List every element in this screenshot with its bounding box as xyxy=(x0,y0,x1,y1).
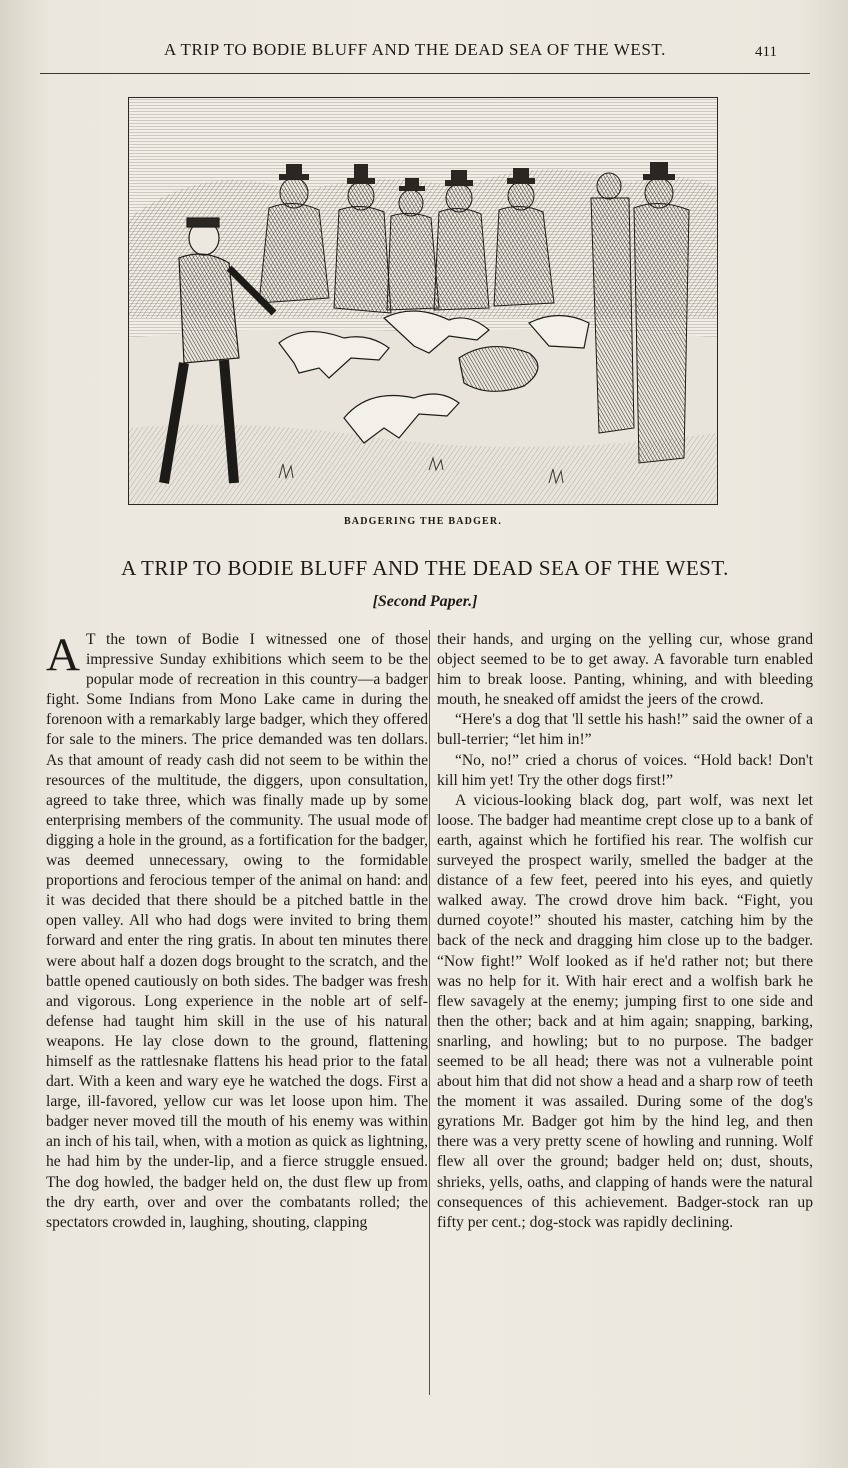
running-head-title: A TRIP TO BODIE BLUFF AND THE DEAD SEA OF THE WEST. xyxy=(164,40,666,59)
text-column-left xyxy=(46,630,428,1400)
text-column-right xyxy=(437,630,813,1400)
column-divider xyxy=(429,630,430,1395)
paragraph: their hands, and urging on the yelling cur, whose grand object seemed to be to get away. A favorable turn enabled him to break loose. Panting, whining, and with bleeding mouth, he sneaked off amidst the jeers of the crowd. xyxy=(437,631,813,709)
paragraph-text: T the town of Bodie I witnessed one of those impressive Sunday exhibitions which seem to be the popular mode of recreation in this country—a badger fight. Some Indians from Mono Lake came in during the forenoon with a remarkably large badger, which they offered for sale to the miners. The price demanded was ten dollars. As that amount of ready cash did not seem to be within the resources of the multitude, the diggers, upon consultation, agreed to take three, which was finally made up by some enterprising members of the community. The usual mode of digging a hole in the ground, as a fortification for the badger, was deemed unnecessary, owing to the formidable proportions and ferocious temper of the animal on hand: and it was decided that there should be a pitched battle in the open valley. All who had dogs were invited to bring them forward and enter the ring gratis. In about ten minutes there were about half a dozen dogs brought to the scratch, and the battle opened cautiously on both sides. The badger was fresh and vigorous. Long experience in the noble art of self-defense had taught him skill in the use of his natural weapons. He lay close down to the ground, flattening himself as the rattlesnake flattens his head prior to the fatal dart. With a keen and wary eye he watched the dogs. First a large, ill-favored, yellow cur was let loose upon him. The badger never moved till the mouth of his enemy was within an inch of his tail, when, with a motion as quick as lightning, he had him by the under-lip, and a fierce struggle ensued. The dog howled, the badger held on, the dust flew up from the dry earth, over and over the combatants rolled; the spectators crowded in, laughing, shouting, clapping xyxy=(46,631,428,1231)
paragraph: “No, no!” cried a chorus of voices. “Hold back! Don't kill him yet! Try the other dogs first!” xyxy=(437,751,813,789)
paragraph: “Here's a dog that 'll settle his hash!” said the owner of a bull-terrier; “let him in!” xyxy=(437,711,813,749)
page-number: 411 xyxy=(755,44,777,60)
header-rule xyxy=(40,73,810,74)
article-title: A TRIP TO BODIE BLUFF AND THE DEAD SEA OF THE WEST. xyxy=(121,556,729,580)
paragraph xyxy=(46,630,428,1233)
paragraph: A vicious-looking black dog, part wolf, was next let loose. The badger had meantime crept close up to a bank of earth, against which he fortified his rear. The wolfish cur surveyed the prospect warily, smelled the badger at the distance of a few feet, peered into his eyes, and quietly walked away. The crowd drove him back. “Fight, you durned coyote!” shouted his master, catching him by the back of the neck and dragging him close up to the badger. “Now fight!” Wolf looked as if he'd rather not; but there was no help for it. With hair erect and a wolfish bark he flew savagely at the enemy; jumping first to one side and then the other; back and at him again; snapping, barking, snarling, and howling; but to no purpose. The badger seemed to be all head; there was not a vulnerable point about him that did not show a head and a sharp row of teeth the moment it was assailed. During some of the dog's gyrations Mr. Badger got him by the hind leg, and then there was a very pretty scene of howling and running. Wolf flew all over the ground; badger held on; dust, shouts, shrieks, yells, oaths, and clapping of hands were the natural consequences of this achievement. Badger-stock ran up fifty per cent.; dog-stock was rapidly declining. xyxy=(437,791,813,1231)
article-subtitle: [Second Paper.] xyxy=(372,593,478,610)
illustration-caption: BADGERING THE BADGER. xyxy=(343,516,503,527)
drop-cap: A xyxy=(46,630,80,681)
engraving-illustration xyxy=(128,97,718,505)
